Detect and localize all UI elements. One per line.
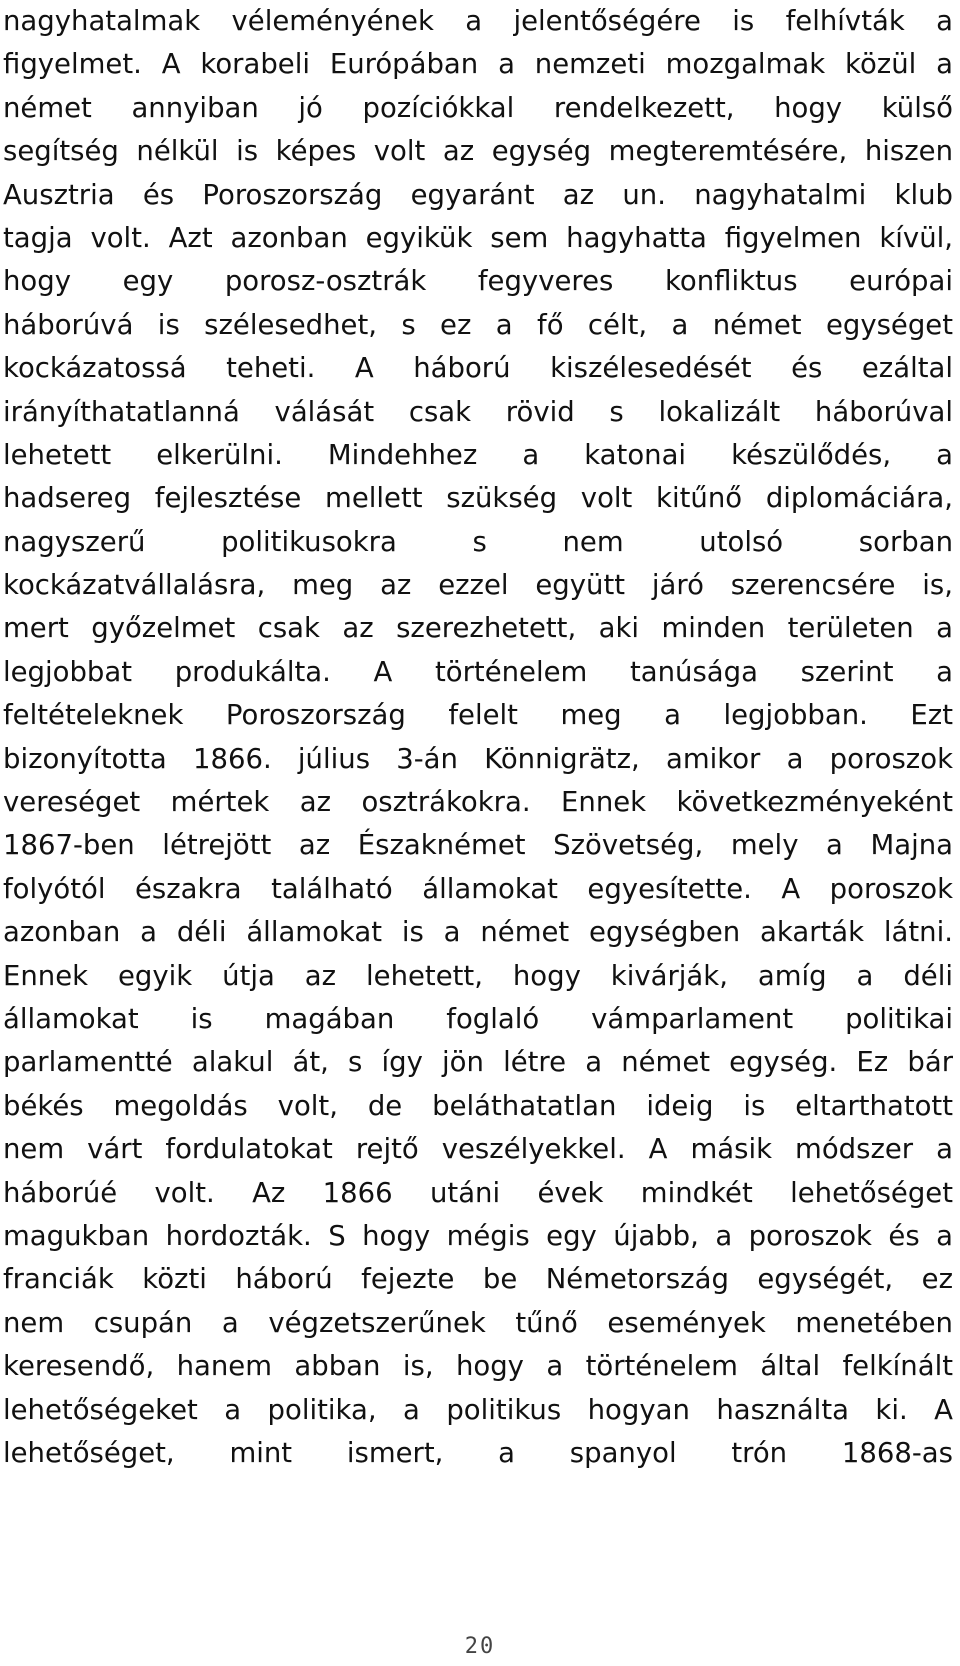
text-line: franciák közti háború fejezte be Németország egységét, ez — [3, 1263, 953, 1296]
text-line: vereséget mértek az osztrákokra. Ennek következményeként — [3, 786, 953, 819]
text-line: békés megoldás volt, de beláthatatlan ideig is eltarthatott — [3, 1089, 953, 1122]
text-line: Ausztria és Poroszország egyaránt az un. nagyhatalmi klub — [3, 178, 953, 211]
text-line: Ennek egyik útja az lehetett, hogy kivárják, amíg a déli — [3, 959, 953, 992]
text-line: háborúé volt. Az 1866 utáni évek mindkét lehetőséget — [3, 1176, 953, 1209]
text-line: irányíthatatlanná válását csak rövid s lokalizált háborúval — [3, 395, 953, 428]
text-line: nem várt fordulatokat rejtő veszélyekkel. A másik módszer a — [3, 1133, 953, 1166]
text-line: 1867-ben létrejött az Északnémet Szövetség, mely a Majna — [3, 829, 953, 862]
page-number: 20 — [464, 1634, 496, 1659]
text-line: legjobbat produkálta. A történelem tanúsága szerint a — [3, 655, 953, 688]
text-line: német annyiban jó pozíciókkal rendelkezett, hogy külső — [3, 91, 953, 124]
text-line: államokat is magában foglaló vámparlament politikai — [3, 1002, 953, 1035]
text-line: magukban hordozták. S hogy mégis egy újabb, a poroszok és a — [3, 1219, 953, 1252]
text-line: nagyhatalmak véleményének a jelentőségére is felhívták a — [3, 5, 953, 37]
text-line: mert győzelmet csak az szerezhetett, aki minden területen a — [3, 612, 953, 645]
text-line: azonban a déli államokat is a német egységben akarták látni. — [3, 916, 953, 949]
text-line: kockázatossá teheti. A háború kiszélesedését és ezáltal — [3, 352, 953, 385]
text-line: keresendő, hanem abban is, hogy a történelem által felkínált — [3, 1350, 953, 1383]
text-line: folyótól északra található államokat egyesítette. A poroszok — [3, 872, 953, 905]
text-line: kockázatvállalásra, meg az ezzel együtt járó szerencsére is, — [3, 569, 953, 602]
body-text — [3, 0, 953, 1475]
text-line: feltételeknek Poroszország felelt meg a legjobban. Ezt — [3, 699, 953, 732]
text-line: hogy egy porosz-osztrák fegyveres konfliktus európai — [3, 265, 953, 298]
text-line: hadsereg fejlesztése mellett szükség volt kitűnő diplomáciára, — [3, 482, 953, 515]
text-line: nem csupán a végzetszerűnek tűnő események menetében — [3, 1306, 953, 1339]
text-line: lehetőségeket a politika, a politikus hogyan használta ki. A — [3, 1393, 953, 1426]
text-line: tagja volt. Azt azonban egyikük sem hagyhatta figyelmen kívül, — [3, 221, 953, 254]
text-line: figyelmet. A korabeli Európában a nemzeti mozgalmak közül a — [3, 48, 953, 81]
text-line: parlamentté alakul át, s így jön létre a német egység. Ez bár — [3, 1046, 953, 1079]
text-line: nagyszerű politikusokra s nem utolsó sorban — [3, 525, 953, 558]
text-line: háborúvá is szélesedhet, s ez a fő célt, a német egységet — [3, 308, 953, 341]
text-line: bizonyította 1866. július 3-án Könnigrätz, amikor a poroszok — [3, 742, 953, 775]
text-line: segítség nélkül is képes volt az egység megteremtésére, hiszen — [3, 135, 953, 168]
text-line: lehetett elkerülni. Mindehhez a katonai készülődés, a — [3, 438, 953, 471]
text-line: lehetőséget, mint ismert, a spanyol trón 1868-as — [3, 1436, 953, 1469]
